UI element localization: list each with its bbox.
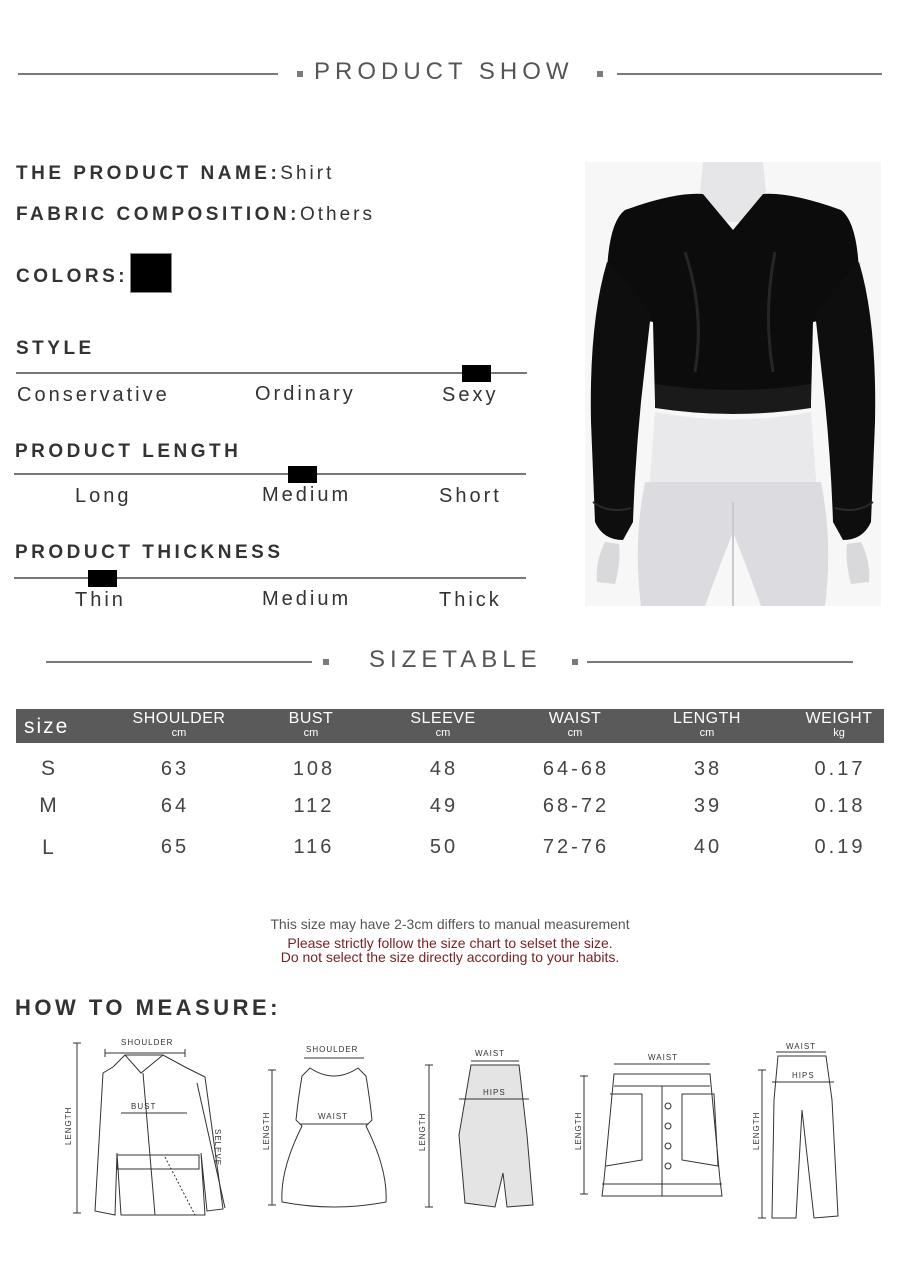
fabric-row bbox=[16, 204, 375, 226]
pants-measure-diagram bbox=[750, 1040, 850, 1225]
waist-header-unit: cm bbox=[567, 727, 583, 739]
header-dot-right bbox=[597, 71, 603, 77]
thickness-option-thick: Thick bbox=[439, 589, 502, 611]
table-row-size: L bbox=[42, 836, 54, 859]
length-column-header bbox=[652, 711, 762, 739]
length-header-label: LENGTH bbox=[673, 710, 741, 727]
fabric-value: Others bbox=[299, 204, 375, 225]
jacket-sleeve-label: SELEVE bbox=[213, 1129, 222, 1167]
thickness-option-medium: Medium bbox=[262, 588, 352, 610]
thickness-title: PRODUCT THICKNESS bbox=[15, 542, 284, 563]
table-cell: 72-76 bbox=[542, 836, 610, 858]
table-cell: 68-72 bbox=[542, 795, 610, 817]
length-option-short: Short bbox=[439, 485, 502, 507]
shoulder-header-unit: cm bbox=[171, 727, 187, 739]
jacket-shoulder-label: SHOULDER bbox=[121, 1038, 174, 1047]
header-line-left bbox=[18, 73, 278, 75]
product-photo bbox=[585, 162, 881, 606]
sizetable-dot-left bbox=[323, 659, 329, 665]
dress-length-label: LENGTH bbox=[262, 1111, 271, 1150]
table-cell: 116 bbox=[293, 836, 335, 858]
table-cell: 108 bbox=[292, 758, 336, 780]
table-cell: 112 bbox=[293, 795, 335, 817]
table-cell: 65 bbox=[160, 836, 190, 858]
header-dot-left bbox=[297, 71, 303, 77]
length-option-medium: Medium bbox=[262, 484, 352, 506]
weight-column-header bbox=[784, 711, 894, 739]
sizetable-line-right bbox=[587, 661, 853, 663]
shoulder-column-header bbox=[124, 711, 234, 739]
length-option-long: Long bbox=[75, 485, 132, 507]
table-row-size: M bbox=[39, 794, 57, 817]
product-name-label: THE PRODUCT NAME: bbox=[16, 163, 281, 184]
style-option-conservative: Conservative bbox=[17, 384, 170, 406]
table-cell: 38 bbox=[693, 758, 723, 780]
colors-row bbox=[16, 266, 128, 288]
table-row-size: S bbox=[40, 757, 55, 780]
sleeve-column-header bbox=[388, 711, 498, 739]
product-show-title: PRODUCT SHOW bbox=[314, 58, 574, 85]
length-scale-line bbox=[14, 473, 526, 475]
style-scale-line bbox=[16, 372, 527, 374]
sleeve-header-unit: cm bbox=[435, 727, 451, 739]
waist-header-label: WAIST bbox=[548, 710, 602, 727]
length-title: PRODUCT LENGTH bbox=[15, 441, 242, 462]
skirt-hips-label: HIPS bbox=[483, 1088, 506, 1097]
table-cell: 39 bbox=[693, 795, 723, 817]
pants-hips-label: HIPS bbox=[792, 1071, 815, 1080]
shorts-waist-label: WAIST bbox=[648, 1053, 679, 1062]
table-cell: 63 bbox=[160, 758, 190, 780]
table-cell: 0.18 bbox=[814, 795, 866, 817]
color-swatch-black[interactable] bbox=[130, 253, 172, 293]
product-name-row bbox=[16, 163, 334, 185]
note-follow-chart: Please strictly follow the size chart to selset the size. bbox=[287, 935, 613, 951]
table-cell: 49 bbox=[429, 795, 459, 817]
style-option-sexy: Sexy bbox=[442, 384, 499, 406]
dress-shoulder-label: SHOULDER bbox=[306, 1045, 359, 1054]
sleeve-header-label: SLEEVE bbox=[410, 710, 476, 727]
sizetable-line-left bbox=[46, 661, 312, 663]
weight-header-label: WEIGHT bbox=[805, 710, 873, 727]
colors-label: COLORS: bbox=[16, 266, 129, 287]
note-habits: Do not select the size directly according to your habits. bbox=[280, 949, 620, 965]
note-measurement: This size may have 2-3cm differs to manual measurement bbox=[270, 916, 630, 932]
pants-length-label: LENGTH bbox=[752, 1111, 761, 1150]
thickness-option-thin: Thin bbox=[75, 589, 126, 611]
skirt-waist-label: WAIST bbox=[475, 1049, 506, 1058]
table-cell: 40 bbox=[693, 836, 723, 858]
skirt-length-label: LENGTH bbox=[418, 1112, 427, 1151]
table-cell: 0.17 bbox=[814, 758, 866, 780]
table-cell: 64 bbox=[160, 795, 190, 817]
shorts-length-label: LENGTH bbox=[574, 1111, 583, 1150]
jacket-length-label: LENGTH bbox=[64, 1106, 73, 1145]
length-header-unit: cm bbox=[699, 727, 715, 739]
bust-column-header bbox=[256, 711, 366, 739]
dress-measure-diagram bbox=[260, 1040, 400, 1215]
jacket-bust-label: BUST bbox=[131, 1102, 157, 1111]
style-title: STYLE bbox=[16, 338, 95, 359]
jacket-measure-diagram bbox=[55, 1033, 235, 1223]
shoulder-header-label: SHOULDER bbox=[132, 710, 226, 727]
length-scale-marker bbox=[288, 466, 317, 483]
table-cell: 50 bbox=[429, 836, 459, 858]
how-to-measure-title: HOW TO MEASURE: bbox=[15, 995, 281, 1020]
header-line-right bbox=[617, 73, 882, 75]
table-cell: 48 bbox=[429, 758, 459, 780]
sizetable-dot-right bbox=[572, 659, 578, 665]
waist-column-header bbox=[520, 711, 630, 739]
fabric-label: FABRIC COMPOSITION: bbox=[16, 204, 300, 225]
bust-header-label: BUST bbox=[288, 710, 334, 727]
skirt-measure-diagram bbox=[415, 1045, 545, 1215]
table-cell: 64-68 bbox=[542, 758, 610, 780]
style-option-ordinary: Ordinary bbox=[255, 383, 356, 405]
shorts-measure-diagram bbox=[570, 1050, 740, 1200]
thickness-scale-marker bbox=[88, 570, 117, 587]
product-name-value: Shirt bbox=[280, 163, 335, 184]
weight-header-unit: kg bbox=[833, 727, 845, 739]
dress-waist-label: WAIST bbox=[318, 1112, 349, 1121]
style-scale-marker bbox=[462, 365, 491, 382]
size-column-header: size bbox=[24, 715, 70, 738]
sizetable-title: SIZETABLE bbox=[369, 646, 542, 673]
bust-header-unit: cm bbox=[303, 727, 319, 739]
table-cell: 0.19 bbox=[814, 836, 866, 858]
pants-waist-label: WAIST bbox=[786, 1042, 817, 1051]
